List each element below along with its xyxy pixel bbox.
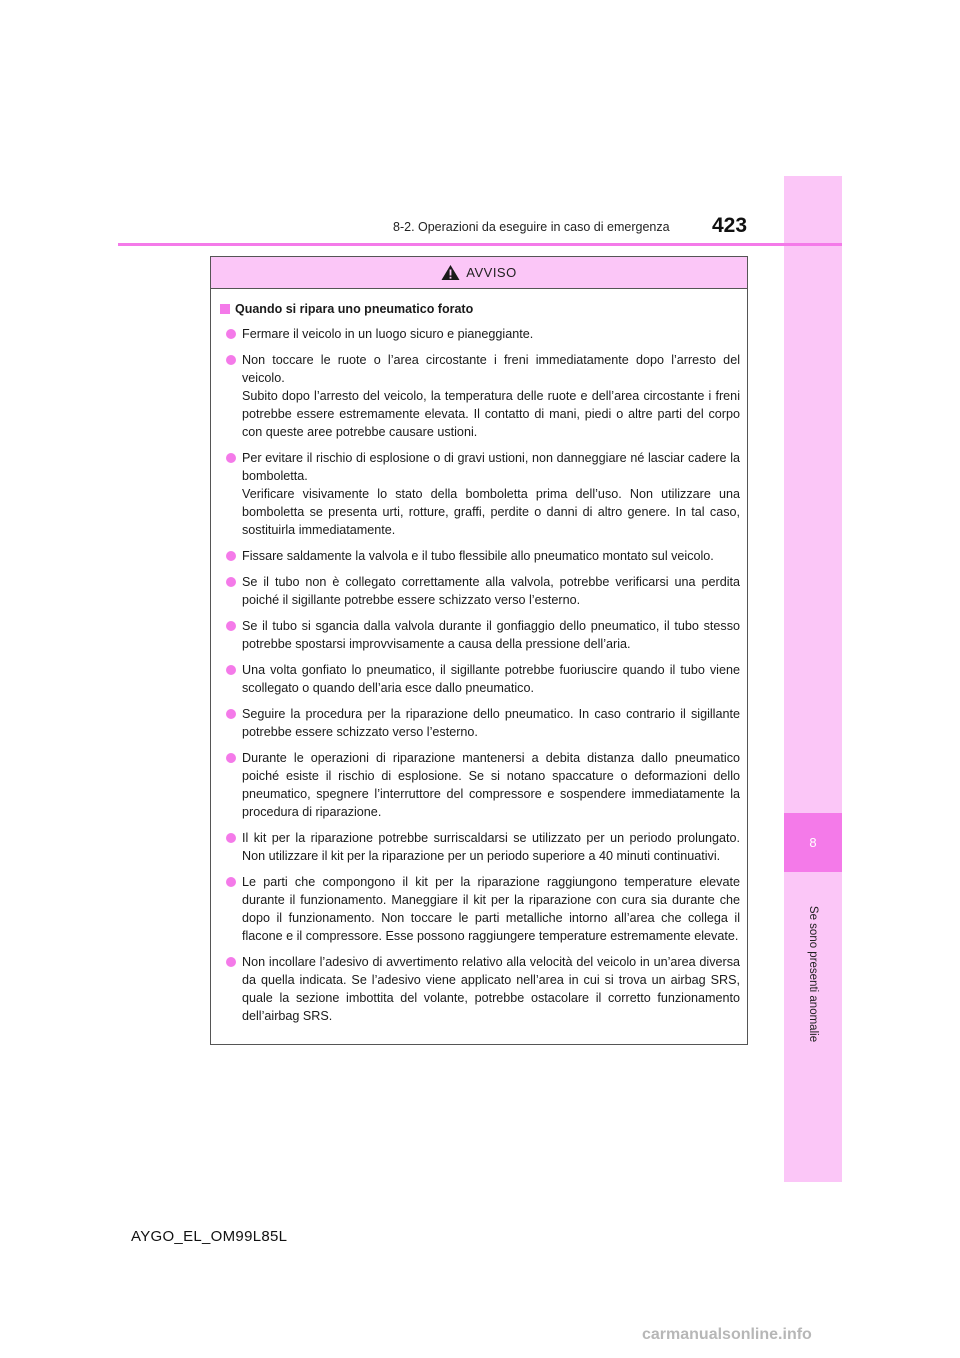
round-bullet-icon: [226, 709, 236, 719]
warning-bullet-list: [220, 325, 740, 1025]
chapter-number-tab[interactable]: 8: [784, 813, 842, 872]
section-title: 8-2. Operazioni da eseguire in caso di emergenza: [393, 220, 670, 234]
warning-triangle-icon: [441, 264, 460, 281]
round-bullet-icon: [226, 957, 236, 967]
warning-bullet-item: [220, 661, 740, 697]
round-bullet-icon: [226, 753, 236, 763]
square-bullet-icon: [220, 304, 230, 314]
warning-bullet-text: Verificare visivamente lo stato della bomboletta prima dell’uso. Non utilizzare una bomboletta se presenta urti, rotture, graffi, perdite o danni di altro genere. In tal caso, sostituirla immediatamente.: [242, 487, 740, 537]
round-bullet-icon: [226, 551, 236, 561]
warning-bullet-item: [220, 617, 740, 653]
warning-bullet-text: Se il tubo si sgancia dalla valvola durante il gonfiaggio dello pneumatico, il tubo stesso potrebbe spostarsi improvvisamente a causa della pressione dell’aria.: [242, 619, 740, 651]
warning-bullet-text: Il kit per la riparazione potrebbe surriscaldarsi se utilizzato per un periodo prolungato. Non utilizzare il kit per la riparazione per un periodo superiore a 40 minuti continuativi.: [242, 831, 740, 863]
warning-bullet-item: [220, 749, 740, 821]
chapter-label: Se sono presenti anomalie: [807, 905, 819, 1043]
warning-subhead-text: Quando si ripara uno pneumatico forato: [235, 302, 474, 316]
round-bullet-icon: [226, 833, 236, 843]
warning-bullet-text: Seguire la procedura per la riparazione dello pneumatico. In caso contrario il sigillante potrebbe essere schizzato verso l’esterno.: [242, 707, 740, 739]
warning-bullet-text: Durante le operazioni di riparazione mantenersi a debita distanza dallo pneumatico poiché esiste il rischio di esplosione. Se si notano spaccature o deformazioni dello pneumatico, spegnere l’interruttore del compressore e sospendere immediatamente la procedura di riparazione.: [242, 751, 740, 819]
warning-bullet-item: [220, 351, 740, 441]
warning-bullet-item: [220, 953, 740, 1025]
round-bullet-icon: [226, 577, 236, 587]
warning-bullet-text: Le parti che compongono il kit per la riparazione raggiungono temperature elevate durante il funzionamento. Maneggiare il kit per la riparazione con cura sia durante che dopo il funzionamento. Non toccare le parti metalliche intorno all’area che collega il flacone e il compressore. Esse possono raggiungere temperature estremamente elevate.: [242, 875, 740, 943]
warning-bullet-text: Fissare saldamente la valvola e il tubo flessibile allo pneumatico montato sul veicolo.: [242, 549, 714, 563]
warning-bullet-item: [220, 573, 740, 609]
warning-title: AVVISO: [466, 265, 517, 280]
warning-bullet-text: Fermare il veicolo in un luogo sicuro e pianeggiante.: [242, 327, 534, 341]
warning-bullet-item: [220, 873, 740, 945]
warning-bullet-text: Non incollare l’adesivo di avvertimento relativo alla velocità del veicolo in un’area diversa da quella indicata. Se l’adesivo viene applicato nell’area in cui si trova un airbag SRS, quale la sezione imbottita del volante, potrebbe ostacolare il corretto funzionamento dell’airbag SRS.: [242, 955, 740, 1023]
watermark: carmanualsonline.info: [642, 1326, 812, 1343]
round-bullet-icon: [226, 877, 236, 887]
warning-bullet-text: Una volta gonfiato lo pneumatico, il sigillante potrebbe fuoriuscire quando il tubo viene scollegato o quando dell’aria esce dallo pneumatico.: [242, 663, 740, 695]
warning-header: [211, 257, 747, 289]
warning-bullet-text: Non toccare le ruote o l’area circostante i freni immediatamente dopo l’arresto del veicolo.: [242, 353, 740, 385]
warning-bullet-text: Se il tubo non è collegato correttamente alla valvola, potrebbe verificarsi una perdita poiché il sigillante potrebbe essere schizzato verso l’esterno.: [242, 575, 740, 607]
warning-bullet-item: [220, 547, 740, 565]
page-number: 423: [712, 214, 748, 237]
warning-bullet-item: [220, 325, 740, 343]
warning-bullet-item: [220, 829, 740, 865]
warning-box: [210, 256, 748, 1045]
warning-bullet-item: [220, 705, 740, 741]
warning-bullet-text: Subito dopo l’arresto del veicolo, la temperatura delle ruote e dell’area circostante i freni potrebbe essere estremamente elevata. Il contatto di mani, piedi o altre parti del corpo con queste aree potrebbe causare ustioni.: [242, 389, 740, 439]
warning-subhead: [220, 302, 740, 316]
header-divider: [118, 243, 842, 246]
round-bullet-icon: [226, 621, 236, 631]
round-bullet-icon: [226, 453, 236, 463]
round-bullet-icon: [226, 355, 236, 365]
warning-body: [211, 289, 747, 1025]
round-bullet-icon: [226, 665, 236, 675]
warning-bullet-item: [220, 449, 740, 539]
document-code: AYGO_EL_OM99L85L: [131, 1228, 288, 1245]
warning-bullet-text: Per evitare il rischio di esplosione o di gravi ustioni, non danneggiare né lasciar cadere la bomboletta.: [242, 451, 740, 483]
round-bullet-icon: [226, 329, 236, 339]
